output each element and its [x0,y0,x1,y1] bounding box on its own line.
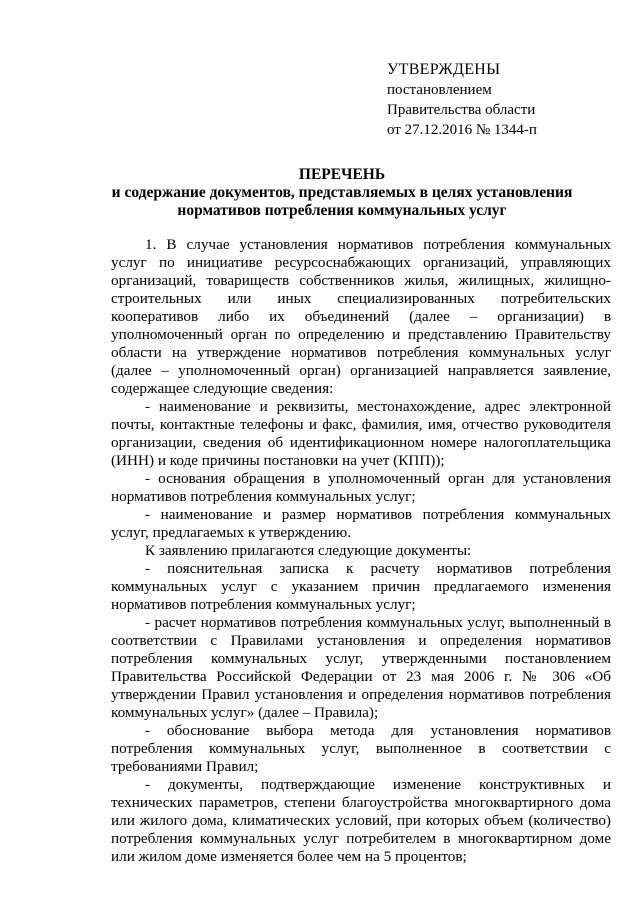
approval-line: Правительства области [387,102,536,118]
paragraph: 1. В случае установления нормативов потребления коммунальных услуг по инициативе ресурсоснабжающих организаций, управляющих организаций, товариществ собственников жилья, жилищных, жилищно-строительных или иных специализированных потребительских кооперативов либо их объединений (далее – организации) в уполномоченный орган по определению и представлению Правительству области на утверждение нормативов потребления коммунальных услуг (далее – уполномоченный орган) организацией направляется заявление, содержащее следующие сведения: [111,236,611,397]
paragraph: - обоснование выбора метода для установления нормативов потребления коммунальных услуг, выполненное в соответствии с требованиями Правил; [111,722,611,775]
paragraph: - документы, подтверждающие изменение конструктивных и технических параметров, степени благоустройства многоквартирного дома или жилого дома, климатических условий, при которых объем (количество) потребления коммунальных услуг потребителем в многоквартирном доме или жилом доме изменяется более чем на 5 процентов; [111,776,611,865]
paragraph: К заявлению прилагаются следующие документы: [145,542,472,559]
document-title [72,166,612,220]
document-subtitle-line: и содержание документов, представляемых в целях установления [111,184,573,201]
approval-stamp [387,60,537,140]
approval-title: УТВЕРЖДЕНЫ [387,61,501,78]
approval-date-number: от 27.12.2016 № 1344-п [387,122,537,138]
document-heading: ПЕРЕЧЕНЬ [298,166,386,183]
document-body [111,236,611,866]
paragraph: - наименование и размер нормативов потребления коммунальных услуг, предлагаемых к утверждению. [111,506,611,541]
paragraph: - пояснительная записка к расчету нормативов потребления коммунальных услуг с указанием причин предлагаемого изменения нормативов потребления коммунальных услуг; [111,560,611,613]
approval-line: постановлением [387,82,492,98]
document-subtitle-line: нормативов потребления коммунальных услуг [177,202,507,219]
paragraph: - расчет нормативов потребления коммунальных услуг, выполненный в соответствии с Правилами установления и определения нормативов потребления коммунальных услуг, утвержденными постановлением Правительства Российской Федерации от 23 мая 2006 г. № 306 «Об утверждении Правил установления и определения нормативов потребления коммунальных услуг» (далее – Правила); [111,614,611,721]
paragraph: - основания обращения в уполномоченный орган для установления нормативов потребления коммунальных услуг; [111,470,611,505]
paragraph: - наименование и реквизиты, местонахождение, адрес электронной почты, контактные телефоны и факс, фамилия, имя, отчество руководителя организации, сведения об идентификационном номере налогоплательщика (ИНН) и коде причины постановки на учет (КПП)); [111,398,611,469]
